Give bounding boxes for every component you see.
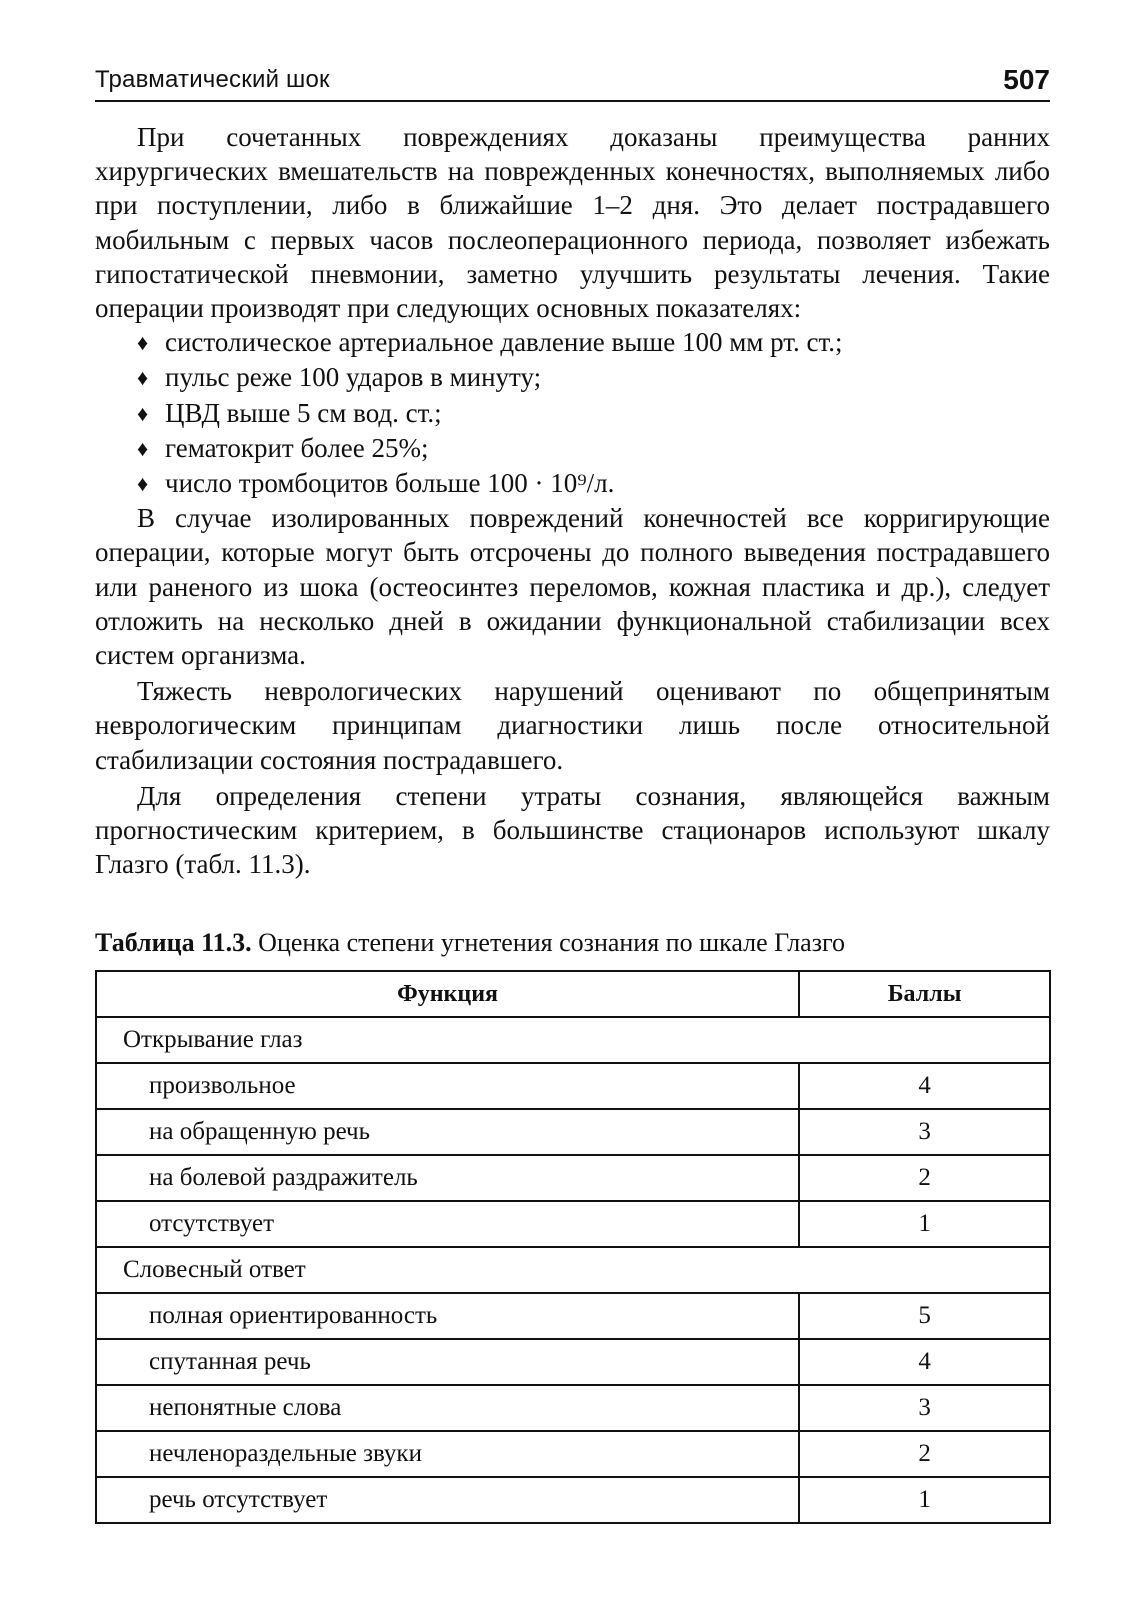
list-item-text: систолическое артериальное давление выше 100 мм рт. ст.;	[165, 327, 843, 358]
list-item	[95, 396, 1050, 431]
running-header	[95, 58, 1050, 102]
list-item-text: ЦВД выше 5 см вод. ст.;	[165, 397, 442, 428]
row-score: 3	[799, 1109, 1050, 1155]
row-label: полная ориентированность	[96, 1293, 799, 1339]
table-row	[96, 1201, 1050, 1247]
row-score: 5	[799, 1293, 1050, 1339]
table-row	[96, 1431, 1050, 1477]
diamond-bullet-icon: ♦	[137, 400, 149, 426]
row-label: отсутствует	[96, 1201, 799, 1247]
group-title-verbal-response: Словесный ответ	[96, 1247, 1050, 1293]
row-label: речь отсутствует	[96, 1477, 799, 1523]
diamond-bullet-icon: ♦	[137, 435, 149, 461]
table-caption	[95, 928, 1050, 958]
glasgow-scale-table	[95, 970, 1051, 1524]
row-score: 1	[799, 1477, 1050, 1523]
row-score: 2	[799, 1431, 1050, 1477]
table-row	[96, 1477, 1050, 1523]
list-item	[95, 325, 1050, 360]
table-caption-label: Таблица 11.3.	[95, 928, 252, 957]
paragraph-isolated-injuries: В случае изолированных повреждений конечностей все корригирующие операции, которые могут быть отсрочены до полного выведения пострадавшего или раненого из шока (остеосинтез переломов, кожная пластика и др.), следует отложить на несколько дней в ожидании функциональной стабилизации всех систем организма.	[95, 503, 1050, 671]
list-item	[95, 466, 1050, 501]
row-label: на болевой раздражитель	[96, 1155, 799, 1201]
table-row	[96, 1293, 1050, 1339]
column-header-score: Баллы	[799, 971, 1050, 1017]
paragraph-combined-injuries: При сочетанных повреждениях доказаны преимущества ранних хирургических вмешательств на поврежденных конечностях, выполняемых либо при поступлении, либо в ближайшие 1–2 дня. Это делает пострадавшего мобильным с первых часов послеоперационного периода, позволяет избежать гипостатической пневмонии, заметно улучшить результаты лечения. Такие операции производят при следующих основных показателях:	[95, 122, 1050, 324]
list-item-text: число тромбоцитов больше 100 · 10⁹/л.	[165, 468, 615, 499]
table-row	[96, 1063, 1050, 1109]
table-group-row	[96, 1017, 1050, 1063]
row-score: 4	[799, 1063, 1050, 1109]
row-label: спутанная речь	[96, 1339, 799, 1385]
table-row	[96, 1109, 1050, 1155]
list-item	[95, 431, 1050, 466]
paragraph-glasgow-intro: Для определения степени утраты сознания, являющейся важным прогностическим критерием, в большинстве стационаров используют шкалу Глазго (табл. 11.3).	[95, 780, 1050, 880]
paragraph-neurological: Тяжесть неврологических нарушений оценивают по общепринятым неврологическим принципам диагностики лишь после относительной стабилизации состояния пострадавшего.	[95, 676, 1050, 775]
body-text	[95, 120, 1050, 881]
list-item	[95, 360, 1050, 395]
table-group-row	[96, 1247, 1050, 1293]
diamond-bullet-icon: ♦	[137, 471, 149, 497]
table-caption-text: Оценка степени угнетения сознания по шкале Глазго	[251, 928, 846, 957]
column-header-function: Функция	[96, 971, 799, 1017]
page-number: 507	[1003, 64, 1050, 95]
table-row	[96, 1155, 1050, 1201]
diamond-bullet-icon: ♦	[137, 330, 149, 356]
indications-list	[95, 325, 1050, 501]
row-score: 4	[799, 1339, 1050, 1385]
row-label: непонятные слова	[96, 1385, 799, 1431]
row-label: нечленораздельные звуки	[96, 1431, 799, 1477]
list-item-text: пульс реже 100 ударов в минуту;	[165, 362, 542, 393]
table-row	[96, 1385, 1050, 1431]
list-item-text: гематокрит более 25%;	[165, 432, 429, 463]
row-score: 1	[799, 1201, 1050, 1247]
row-score: 2	[799, 1155, 1050, 1201]
group-title-eye-opening: Открывание глаз	[96, 1017, 1050, 1063]
row-score: 3	[799, 1385, 1050, 1431]
table-header-row	[96, 971, 1050, 1017]
table-row	[96, 1339, 1050, 1385]
diamond-bullet-icon: ♦	[137, 365, 149, 391]
row-label: на обращенную речь	[96, 1109, 799, 1155]
running-title: Травматический шок	[95, 66, 330, 93]
row-label: произвольное	[96, 1063, 799, 1109]
